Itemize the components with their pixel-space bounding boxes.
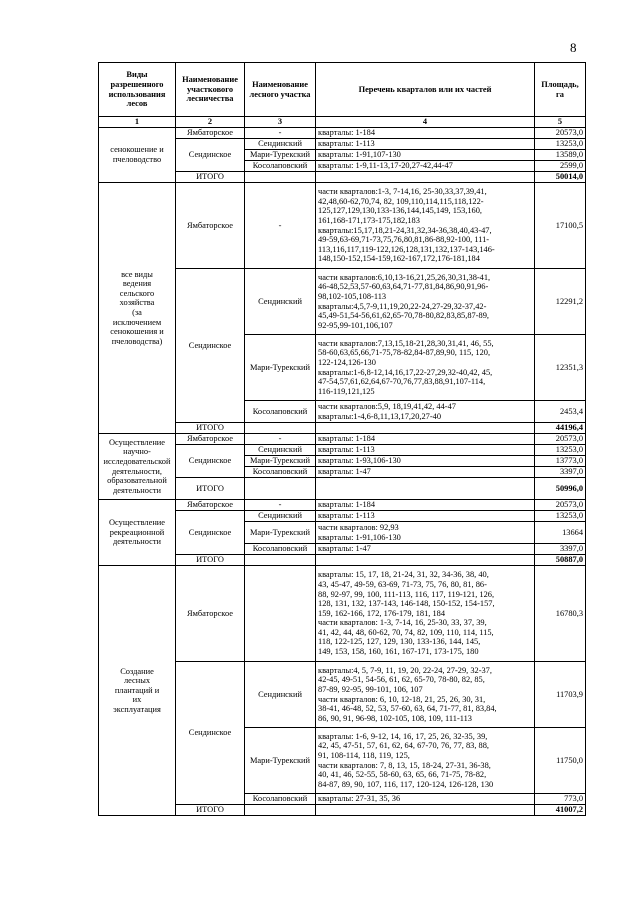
column-number: 3: [245, 117, 316, 128]
quarters-cell: части кварталов: 92,93 кварталы: 1-91,106-130: [316, 522, 535, 544]
area-cell: 16780,3: [535, 566, 586, 662]
table-row: [99, 128, 586, 139]
area-cell: 11703,9: [535, 662, 586, 728]
table-row: [99, 434, 586, 445]
area-cell: 773,0: [535, 794, 586, 805]
quarters-cell: кварталы: 1-184: [316, 128, 535, 139]
quarters-cell: кварталы: 1-113: [316, 445, 535, 456]
column-numbers-row: [99, 117, 586, 128]
table-row: [99, 183, 586, 269]
total-label: ИТОГО: [176, 172, 245, 183]
area-cell: 13253,0: [535, 445, 586, 456]
quarters-cell: кварталы:4, 5, 7-9, 11, 19, 20, 22-24, 27-29, 32-37, 42-45, 49-51, 54-56, 61, 62, 65-70, 78-80, 82, 85, 87-89, 92-95, 99-101, 106, 107 части кварталов: 6, 10, 12-18, 21, 25, 26, 30, 31, 38-41, 46-48, 52, 53, 57-60, 63, 64, 71-77, 81, 83,84, 86, 90, 91, 96-98, 102-105, 108, 109, 111-113: [316, 662, 535, 728]
quarters-cell: кварталы: 1-113: [316, 139, 535, 150]
forestry-cell: Сендинское: [176, 511, 245, 555]
plot-cell: Косолаповский: [245, 544, 316, 555]
header-plot: Наименование лесного участка: [245, 63, 316, 117]
plot-cell: -: [245, 500, 316, 511]
forestry-cell: Сендинское: [176, 139, 245, 172]
forestry-cell: Сендинское: [176, 269, 245, 423]
plot-cell: Косолаповский: [245, 794, 316, 805]
area-cell: 3397,0: [535, 467, 586, 478]
plot-cell: Мари-Турекский: [245, 728, 316, 794]
forestry-cell: Сендинское: [176, 445, 245, 478]
area-cell: 13253,0: [535, 139, 586, 150]
area-cell: 13253,0: [535, 511, 586, 522]
total-label: ИТОГО: [176, 805, 245, 816]
total-value: 44196,4: [535, 423, 586, 434]
plot-cell: -: [245, 128, 316, 139]
quarters-cell: части кварталов:7,13,15,18-21,28,30,31,41, 46, 55, 58-60,63,65,66,71-75,78-82,84-87,89,90, 115, 120, 122-124,126-130 кварталы:1-6,8-12,14,16,17,22-27,29,32-40,42, 45, 47-54,57,61,62,64,67-70,76,77,83,88,91,107-114, 116-119,121,125: [316, 335, 535, 401]
plot-cell: Сендинский: [245, 139, 316, 150]
header-area: Площадь, га: [535, 63, 586, 117]
table-row: [99, 566, 586, 662]
plot-cell: -: [245, 434, 316, 445]
area-cell: 13589,0: [535, 150, 586, 161]
table-row: [99, 500, 586, 511]
header-use-type: Виды разрешенного использования лесов: [99, 63, 176, 117]
table-header-row: [99, 63, 586, 117]
forestry-cell: Ямбаторское: [176, 434, 245, 445]
use-type-cell: Осуществление научно- исследовательской деятельности, образовательной деятельности: [99, 434, 176, 500]
plot-cell: Мари-Турекский: [245, 456, 316, 467]
quarters-cell: кварталы: 1-184: [316, 434, 535, 445]
area-cell: 12291,2: [535, 269, 586, 335]
quarters-cell: кварталы: 15, 17, 18, 21-24, 31, 32, 34-36, 38, 40, 43, 45-47, 49-59, 63-69, 71-73, 75, 76, 80, 81, 86- 88, 92-97, 99, 100, 111-113, 116, 117, 119-121, 126, 128, 131, 132, 137-143, 146-148, 150-152, 154-157, 159, 162-166, 172, 176-179, 181, 184 части кварталов: 1-3, 7-14, 16, 25-30, 33, 37, 39, 41, 42, 44, 48, 60-62, 70, 74, 82, 109, 110, 114, 115, 118, 122-125, 127, 129, 130, 133-136, 144, 145, 149, 153, 158, 160, 161, 167-171, 173-175, 180: [316, 566, 535, 662]
plot-cell: Косолаповский: [245, 401, 316, 423]
area-cell: 20573,0: [535, 128, 586, 139]
forest-use-table: [98, 62, 586, 816]
forestry-cell: Ямбаторское: [176, 183, 245, 269]
plot-cell: Мари-Турекский: [245, 522, 316, 544]
plot-cell: Сендинский: [245, 445, 316, 456]
column-number: 5: [535, 117, 586, 128]
plot-cell: Мари-Турекский: [245, 335, 316, 401]
plot-cell: -: [245, 183, 316, 269]
forestry-cell: Сендинское: [176, 662, 245, 805]
column-number: 1: [99, 117, 176, 128]
forestry-cell: Ямбаторское: [176, 500, 245, 511]
plot-cell: Сендинский: [245, 662, 316, 728]
area-cell: 2599,0: [535, 161, 586, 172]
quarters-cell: кварталы: 1-9,11-13,17-20,27-42,44-47: [316, 161, 535, 172]
plot-cell: Косолаповский: [245, 467, 316, 478]
quarters-cell: кварталы: 1-184: [316, 500, 535, 511]
area-cell: 13773,0: [535, 456, 586, 467]
plot-cell: Сендинский: [245, 511, 316, 522]
quarters-cell: части кварталов:6,10,13-16,21,25,26,30,31,38-41, 46-48,52,53,57-60,63,64,71-77,81,84,86,90,91,96- 98,102-105,108-113 кварталы:4,5,7-9,11,19,20,22-24,27-29,32-37,42- 45,49-51,54-56,61,62,65-70,78-80,82,83,85,87-89, 92-95,99-101,106,107: [316, 269, 535, 335]
total-label: ИТОГО: [176, 423, 245, 434]
quarters-cell: кварталы: 1-93,106-130: [316, 456, 535, 467]
forestry-cell: Ямбаторское: [176, 566, 245, 662]
quarters-cell: кварталы: 1-6, 9-12, 14, 16, 17, 25, 26, 32-35, 39, 42, 45, 47-51, 57, 61, 62, 64, 67-70, 76, 77, 83, 88, 91, 108-114, 118, 119, 125, части кварталов: 7, 8, 13, 15, 18-24, 27-31, 36-38, 40, 41, 46, 52-55, 58-60, 63, 65, 66, 71-75, 78-82, 84-87, 89, 90, 107, 116, 117, 120-124, 126-128, 130: [316, 728, 535, 794]
total-value: 50996,0: [535, 478, 586, 500]
column-number: 2: [176, 117, 245, 128]
quarters-cell: кварталы: 1-113: [316, 511, 535, 522]
quarters-cell: кварталы: 27-31, 35, 36: [316, 794, 535, 805]
plot-cell: Сендинский: [245, 269, 316, 335]
total-label: ИТОГО: [176, 478, 245, 500]
header-quarters: Перечень кварталов или их частей: [316, 63, 535, 117]
quarters-cell: кварталы: 1-91,107-130: [316, 150, 535, 161]
use-type-cell: Создание лесных плантаций и их эксплуатация: [99, 566, 176, 816]
total-value: 41007,2: [535, 805, 586, 816]
area-cell: 20573,0: [535, 500, 586, 511]
total-value: 50887,0: [535, 555, 586, 566]
use-type-cell: все виды ведения сельского хозяйства (за исключением сенокошения и пчеловодства): [99, 183, 176, 434]
quarters-cell: кварталы: 1-47: [316, 544, 535, 555]
use-type-cell: Осуществление рекреационной деятельности: [99, 500, 176, 566]
use-type-cell: сенокошение и пчеловодство: [99, 128, 176, 183]
area-cell: 2453,4: [535, 401, 586, 423]
total-label: ИТОГО: [176, 555, 245, 566]
area-cell: 3397,0: [535, 544, 586, 555]
quarters-cell: части кварталов:5,9, 18,19,41,42, 44-47 кварталы:1-4,6-8,11,13,17,20,27-40: [316, 401, 535, 423]
quarters-cell: части кварталов:1-3, 7-14,16, 25-30,33,37,39,41, 42,48,60-62,70,74, 82, 109,110,114,115,118,122- 125,127,129,130,133-136,144,145,149, 153,160, 161,168-171,173-175,182,183 кварталы:15,17,18,21-24,31,32,34-36,38,40,43-47, 49-59,63-69,71-73,75,76,80,81,86-88,92-100, 111- 113,116,117,119-122,126,128,131,132,137-143,146- 148,150-152,154-159,162-167,172,176-181,184: [316, 183, 535, 269]
plot-cell: [245, 566, 316, 662]
column-number: 4: [316, 117, 535, 128]
header-forestry: Наименование участкового лесничества: [176, 63, 245, 117]
area-cell: 20573,0: [535, 434, 586, 445]
page-number: 8: [570, 40, 577, 55]
area-cell: 11750,0: [535, 728, 586, 794]
area-cell: 12351,3: [535, 335, 586, 401]
plot-cell: Мари-Турекский: [245, 150, 316, 161]
area-cell: 17100,5: [535, 183, 586, 269]
plot-cell: Косолаповский: [245, 161, 316, 172]
total-value: 50014,0: [535, 172, 586, 183]
area-cell: 13664: [535, 522, 586, 544]
forestry-cell: Ямбаторское: [176, 128, 245, 139]
quarters-cell: кварталы: 1-47: [316, 467, 535, 478]
